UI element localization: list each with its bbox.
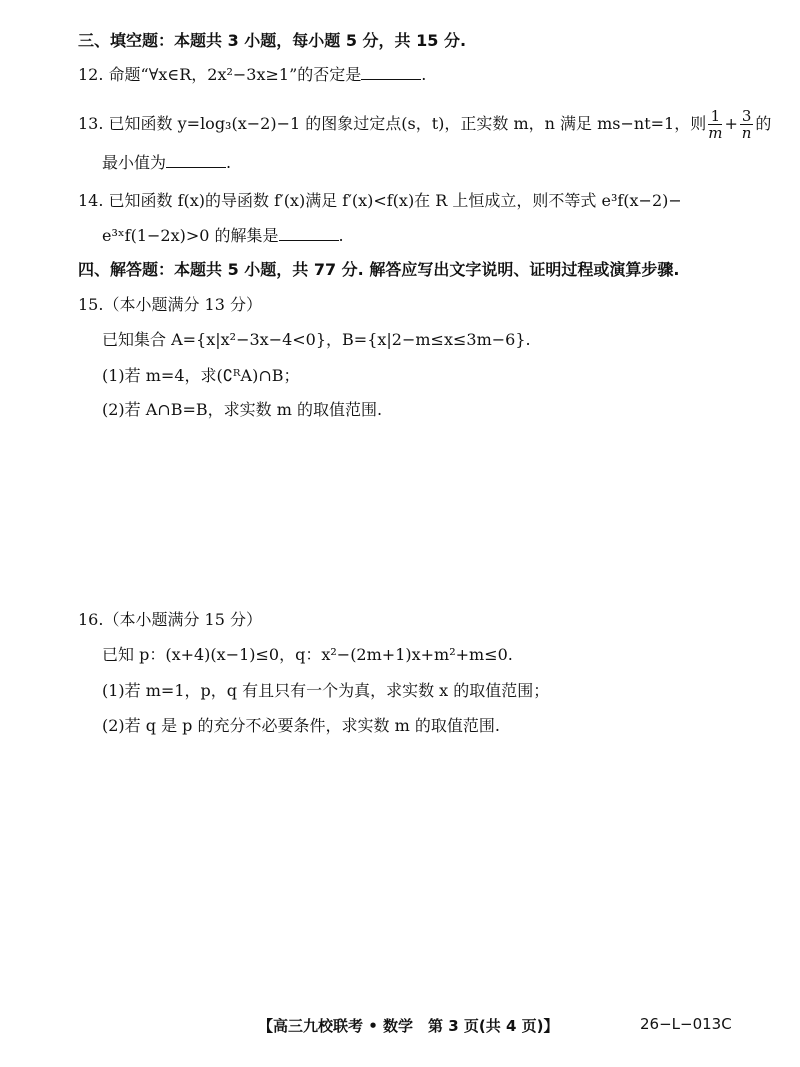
question-16-part2: (2)若 q 是 p 的充分不必要条件，求实数 m 的取值范围. xyxy=(102,716,500,735)
question-15-part2: (2)若 A∩B=B，求实数 m 的取值范围. xyxy=(102,400,383,419)
page-footer-title: 【高三九校联考 • 数学 第 3 页(共 4 页)】 xyxy=(258,1017,559,1035)
section3-heading: 三、填空题：本题共 3 小题，每小题 5 分，共 15 分. xyxy=(78,31,467,50)
question-16-part1: (1)若 m=1，p，q 有且只有一个为真，求实数 x 的取值范围； xyxy=(102,681,550,700)
section4-heading: 四、解答题：本题共 5 小题，共 77 分. 解答应写出文字说明、证明过程或演算步骤. xyxy=(78,260,680,279)
question-15-title: 15.（本小题满分 13 分） xyxy=(78,295,262,314)
question-16-given: 已知 p：(x+4)(x−1)≤0，q：x²−(2m+1)x+m²+m≤0. xyxy=(102,645,513,664)
fraction-3-over-n: $\frac{3}{n}$ xyxy=(741,107,752,142)
question-13-end: . xyxy=(226,153,232,172)
question-14-line2-text: e³ˣf(1−2x)>0 的解集是 xyxy=(102,226,279,245)
question-15-given: 已知集合 A={x|x²−3x−4<0}，B={x|2−m≤x≤3m−6}. xyxy=(102,330,531,349)
question-14: 14. 已知函数 f(x)的导函数 f′(x)满足 f′(x)<f(x)在 R 上恒成立，则不等式 e³f(x−2)− xyxy=(78,191,682,210)
plus-sign: + xyxy=(724,114,738,133)
answer-blank-12[interactable] xyxy=(361,65,421,80)
question-13-tail: 的 xyxy=(755,114,772,133)
question-12-text: 12. 命题“∀x∈R，2x²−3x≥1”的否定是 xyxy=(78,65,362,84)
question-16-title: 16.（本小题满分 15 分） xyxy=(78,610,262,629)
question-14-end: . xyxy=(338,226,344,245)
question-12 xyxy=(78,64,426,86)
question-13-line2-text: 最小值为 xyxy=(102,153,167,172)
fraction-1-over-m: $\frac{1}{m}$ xyxy=(708,107,723,142)
answer-blank-14[interactable] xyxy=(279,226,339,241)
question-13-line2 xyxy=(102,152,231,174)
question-14-line2 xyxy=(102,225,344,247)
question-13 xyxy=(78,108,771,141)
answer-blank-13[interactable] xyxy=(166,153,226,168)
question-13-text: 13. 已知函数 y=log₃(x−2)−1 的图象过定点(s，t)，正实数 m，n 满足 ms−nt=1，则 xyxy=(78,114,707,133)
question-12-end: . xyxy=(421,65,427,84)
page-footer-code: 26−L−013C xyxy=(640,1015,732,1033)
question-15-part1: (1)若 m=4，求(∁ᴿA)∩B； xyxy=(102,366,300,385)
